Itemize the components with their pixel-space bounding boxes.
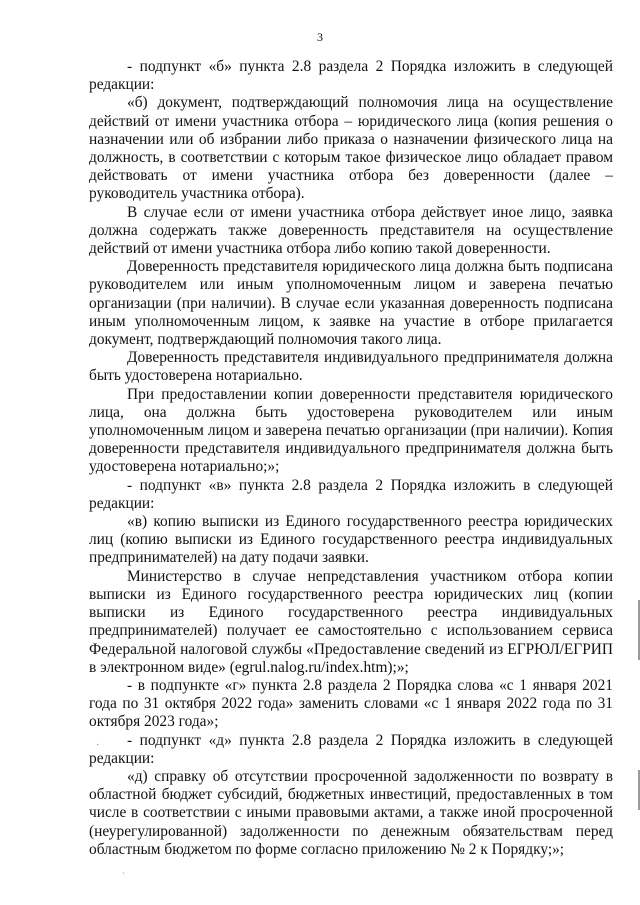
scan-speck: · xyxy=(96,740,100,751)
paragraph-subitem-b-text: «б) документ, подтверждающий полномочия лица на осуществление действий от имени участника отбора – юридического лица (копия решения о назначении или об избрании либо приказа о назначении физического лица на должность, в соответствии с которым такое физическое лицо обладает правом действовать от имени участника отбора без доверенности (далее – руководитель участника отбора). xyxy=(89,94,613,203)
paragraph-subitem-v-text: «в) копию выписки из Единого государственного реестра юридических лиц (копию выписки из Единого государственного реестра индивидуальных предпринимателей) на дату подачи заявки. xyxy=(89,513,613,567)
paragraph-power-copy: При предоставлении копии доверенности представителя юридического лица, она должна быть удостоверена руководителем или иным уполномоченным лицом и заверена печатью организации (при наличии). Копия доверенности представителя индивидуального предпринимателя должна быть удостоверена нотариально;»; xyxy=(89,385,613,476)
paragraph-amend-subitem-d: - подпункт «д» пункта 2.8 раздела 2 Порядка изложить в следующей редакции: xyxy=(89,731,613,767)
paragraph-subitem-d-text: «д) справку об отсутствии просроченной задолженности по возврату в областной бюджет субсидий, бюджетных инвестиций, предоставленных в том числе в соответствии с иными правовыми актами, а также иной просроченной (неурегулированной) задолженности по денежным обязательствам перед областным бюджетом по форме согласно приложению № 2 к Порядку;»; xyxy=(89,767,613,858)
paragraph-amend-subitem-b: - подпункт «б» пункта 2.8 раздела 2 Порядка изложить в следующей редакции: xyxy=(89,58,613,94)
paragraph-entrepreneur-power: Доверенность представителя индивидуального предпринимателя должна быть удостоверена нотариально. xyxy=(89,349,613,385)
document-body xyxy=(89,58,613,859)
page-number: 3 xyxy=(317,30,323,44)
paragraph-amend-subitem-v: - подпункт «в» пункта 2.8 раздела 2 Порядка изложить в следующей редакции: xyxy=(89,476,613,512)
paragraph-ministry-extract: Министерство в случае непредставления участником отбора копии выписки из Единого государственного реестра юридических лиц (копии выписки из Единого государственного реестра индивидуальных предпринимателей) получает ее самостоятельно с использованием сервиса Федеральной налоговой службы «Предоставление сведений из ЕГРЮЛ/ЕГРИП в электронном виде» (egrul.nalog.ru/index.htm);»; xyxy=(89,567,613,676)
paragraph-representative-power: В случае если от имени участника отбора действует иное лицо, заявка должна содержать также доверенность представителя на осуществление действий от имени участника отбора либо копию такой доверенности. xyxy=(89,203,613,258)
paragraph-amend-subitem-g: - в подпункте «г» пункта 2.8 раздела 2 Порядка слова «с 1 января 2021 года по 31 октября 2022 года» заменить словами «с 1 января 2022 года по 31 октября 2023 года»; xyxy=(89,676,613,731)
paragraph-legal-entity-power: Доверенность представителя юридического лица должна быть подписана руководителем или иным уполномоченным лицом и заверена печатью организации (при наличии). В случае если указанная доверенность подписана иным уполномоченным лицом, к заявке на участие в отборе прилагается документ, подтверждающий полномочия такого лица. xyxy=(89,258,613,349)
scan-speck: ` xyxy=(122,872,126,883)
